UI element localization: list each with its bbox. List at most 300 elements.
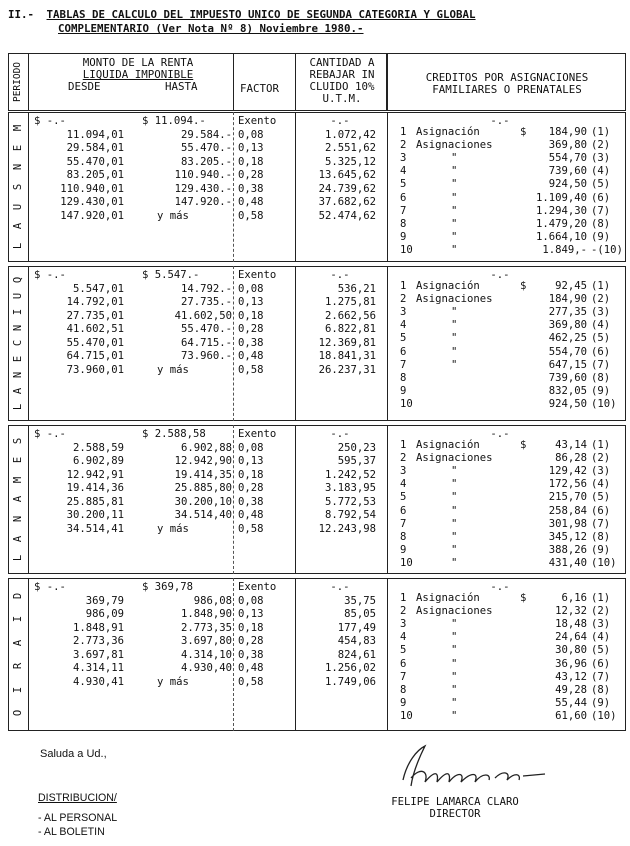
credit-number: 2	[400, 139, 407, 152]
signer-name: FELIPE LAMARCA CLARO	[391, 796, 519, 808]
period-letter: D	[11, 592, 24, 599]
factor-cell: 0,13	[238, 142, 264, 154]
factor-cell: 0,08	[238, 282, 264, 295]
period-label-diario	[11, 584, 25, 725]
hasta-cell: 14.792.-	[180, 282, 232, 295]
period-letter: A	[11, 387, 24, 395]
credit-index: (7)	[591, 670, 611, 683]
credit-index: (5)	[591, 644, 611, 657]
credit-amount: 36,96	[555, 657, 587, 670]
credit-number: 8	[400, 683, 407, 696]
credit-amount: 924,50	[548, 178, 587, 191]
credit-label: Asignaciones	[416, 605, 493, 618]
creditos-header-1: CREDITOS POR ASIGNACIONES	[425, 71, 589, 84]
credit-index: (4)	[591, 478, 611, 491]
credit-amount: 739,60	[548, 371, 587, 384]
credit-amount: 49,28	[555, 683, 587, 696]
credit-index: -(10)	[591, 243, 623, 256]
cantidad-cell: 595,37	[337, 455, 376, 467]
credit-number: 3	[400, 306, 407, 319]
header-divider	[387, 53, 388, 111]
period-letter: U	[11, 203, 24, 210]
desde-cell: 64.715,01	[66, 350, 124, 362]
credit-index: (3)	[591, 152, 611, 165]
cantidad-header-3: CLUIDO 10%	[309, 80, 375, 93]
credit-index: (5)	[591, 178, 611, 191]
period-letter: I	[11, 308, 24, 315]
desde-cell: 110.940,01	[60, 182, 124, 195]
cantidad-cell: -.-	[330, 115, 350, 127]
credit-index: (2)	[591, 452, 611, 465]
period-label-mensual	[11, 118, 25, 256]
desde-cell: 83.205,01	[66, 169, 124, 181]
period-letter: L	[11, 403, 24, 411]
credit-number: 6	[400, 504, 407, 517]
periodo-header	[11, 55, 25, 109]
desde-header: DESDE	[68, 80, 101, 93]
credit-amount: 43,12	[555, 670, 587, 683]
currency-sign: $	[520, 592, 527, 604]
monto-header-2: LIQUIDA IMPONIBLE	[82, 68, 194, 81]
cantidad-cell: 454,83	[337, 635, 376, 647]
credit-label: Asignación	[416, 126, 480, 138]
desde-cell: 2.588,59	[72, 441, 124, 454]
credit-amount: 12,32	[555, 605, 587, 618]
credit-amount: 86,28	[555, 452, 587, 465]
credit-number: 4	[400, 478, 407, 491]
credit-index: (9)	[591, 384, 611, 397]
factor-cell: 0,18	[238, 155, 264, 168]
credit-amount: 345,12	[548, 530, 587, 543]
factor-cell: 0,38	[238, 495, 264, 508]
credit-amount: 43,14	[555, 439, 587, 451]
hasta-cell: 2.773,35	[180, 621, 232, 634]
credit-number: 5	[400, 332, 407, 345]
hasta-cell: 19.414,35	[174, 468, 232, 481]
credit-index: (8)	[591, 530, 611, 543]
credit-index: (4)	[591, 319, 611, 332]
credit-index: (5)	[591, 491, 611, 504]
header-divider	[233, 53, 234, 111]
credit-index: (7)	[591, 517, 611, 530]
roman-numeral: II.-	[8, 8, 35, 21]
desde-cell: 147.920,01	[60, 209, 124, 222]
factor-cell: 0,48	[238, 509, 264, 521]
hasta-cell: 34.514,40	[174, 509, 232, 521]
header-divider	[28, 53, 29, 111]
credit-number: 7	[400, 517, 407, 530]
credit-amount: 55,44	[555, 696, 587, 709]
ditto-mark: "	[451, 230, 458, 243]
cantidad-cell: -.-	[330, 581, 350, 593]
factor-cell: 0,13	[238, 455, 264, 467]
credit-amount: 431,40	[548, 556, 587, 569]
factor-header: FACTOR	[240, 82, 280, 95]
credit-number: 2	[400, 452, 407, 465]
credit-amount: 1.479,20	[535, 217, 587, 230]
credits-header-cell: -.-	[490, 581, 510, 593]
credit-index: (4)	[591, 631, 611, 644]
credit-amount: 1.664,10	[535, 230, 587, 243]
credit-amount: 184,90	[548, 126, 587, 138]
credit-label: Asignación	[416, 280, 480, 292]
ditto-mark: "	[451, 657, 458, 670]
desde-cell: 34.514,41	[66, 522, 124, 535]
credit-amount: 172,56	[548, 478, 587, 491]
cantidad-cell: 3.183,95	[324, 482, 376, 494]
credit-amount: 6,16	[561, 592, 587, 604]
credit-index: (7)	[591, 358, 611, 371]
hasta-cell: $ 5.547.-	[142, 269, 200, 281]
factor-cell: 0,48	[238, 662, 264, 674]
period-letter: L	[11, 554, 24, 562]
credit-index: (1)	[591, 126, 611, 138]
period-letter: A	[11, 496, 24, 503]
distribucion-label: DISTRIBUCION/	[38, 792, 117, 804]
credits-header-cell: -.-	[490, 115, 510, 127]
hasta-cell: 55.470.-	[180, 142, 232, 154]
credit-number: 5	[400, 178, 407, 191]
credit-amount: 369,80	[548, 139, 587, 152]
credit-index: (2)	[591, 139, 611, 152]
factor-cell: Exento	[238, 428, 277, 440]
currency-sign: $	[520, 439, 527, 451]
credit-number: 9	[400, 384, 407, 397]
hasta-cell: 129.430.-	[174, 182, 232, 195]
hasta-cell: 3.697,80	[180, 635, 232, 647]
credit-amount: 462,25	[548, 332, 587, 345]
period-letter: S	[11, 437, 24, 444]
credit-index: (8)	[591, 371, 611, 384]
credit-index: (5)	[591, 332, 611, 345]
desde-cell: $ -.-	[34, 115, 66, 127]
desde-cell: 19.414,36	[66, 482, 124, 494]
ditto-mark: "	[451, 319, 458, 332]
credit-index: (9)	[591, 230, 611, 243]
desde-cell: 25.885,81	[66, 495, 124, 508]
factor-cell: 0,18	[238, 621, 264, 634]
credit-index: (2)	[591, 293, 611, 306]
factor-cell: 0,18	[238, 309, 264, 322]
cantidad-cell: 85,05	[344, 608, 376, 620]
cantidad-cell: 5.772,53	[324, 495, 376, 508]
factor-cell: 0,13	[238, 608, 264, 620]
cantidad-cell: 536,21	[337, 282, 376, 295]
credit-index: (3)	[591, 306, 611, 319]
desde-cell: 12.942,91	[66, 468, 124, 481]
credit-index: (6)	[591, 345, 611, 358]
desde-cell: 55.470,01	[66, 155, 124, 168]
credit-amount: 215,70	[548, 491, 587, 504]
cantidad-cell: 12.369,81	[318, 336, 376, 349]
credit-index: (9)	[591, 543, 611, 556]
ditto-mark: "	[451, 644, 458, 657]
ditto-mark: "	[451, 332, 458, 345]
desde-cell: 1.848,91	[72, 621, 124, 634]
cantidad-cell: 24.739,62	[318, 182, 376, 195]
title-line-1: TABLAS DE CALCULO DEL IMPUESTO UNICO DE SEGUNDA CATEGORIA Y GLOBAL	[46, 8, 476, 21]
period-letter: N	[11, 372, 24, 379]
factor-cell: Exento	[238, 581, 277, 593]
cantidad-header-4: U.T.M.	[322, 92, 362, 105]
hasta-cell: 55.470.-	[180, 323, 232, 335]
period-divider	[28, 425, 29, 574]
credit-index: (7)	[591, 204, 611, 217]
credit-amount: 369,80	[548, 319, 587, 332]
desde-cell: 29.584,01	[66, 142, 124, 154]
cantidad-cell: 13.645,62	[318, 169, 376, 181]
hasta-divider	[233, 112, 234, 262]
hasta-cell: $ 369,78	[142, 581, 194, 593]
cantidad-cell: -.-	[330, 269, 350, 281]
hasta-divider	[233, 425, 234, 574]
period-divider	[28, 112, 29, 262]
cantidad-cell: 12.243,98	[318, 522, 376, 535]
ditto-mark: "	[451, 696, 458, 709]
credit-amount: 554,70	[548, 152, 587, 165]
hasta-cell: 4.930,40	[180, 662, 232, 674]
hasta-cell: 64.715.-	[180, 336, 232, 349]
credit-number: 2	[400, 293, 407, 306]
factor-cell: 0,08	[238, 128, 264, 141]
credit-index: (1)	[591, 439, 611, 451]
cantidad-cell: 824,61	[337, 648, 376, 661]
hasta-cell: 83.205.-	[180, 155, 232, 168]
credit-index: (6)	[591, 191, 611, 204]
cantidad-cell: 1.749,06	[324, 675, 376, 688]
desde-cell: 41.602,51	[66, 323, 124, 335]
desde-cell: 5.547,01	[72, 282, 124, 295]
cantidad-cell: 177,49	[337, 621, 376, 634]
cantidad-cell: 1.256,02	[324, 662, 376, 674]
hasta-cell: 25.885,80	[174, 482, 232, 494]
credit-index: (2)	[591, 605, 611, 618]
ditto-mark: "	[451, 618, 458, 631]
credit-number: 2	[400, 605, 407, 618]
factor-cell: 0,58	[238, 209, 264, 222]
factor-cell: 0,48	[238, 350, 264, 362]
hasta-divider	[233, 578, 234, 731]
factor-cell: 0,48	[238, 196, 264, 208]
factor-cell: Exento	[238, 115, 277, 127]
credit-amount: 924,50	[548, 397, 587, 410]
credits-header-cell: -.-	[490, 269, 510, 281]
factor-cell: 0,28	[238, 323, 264, 335]
desde-cell: 27.735,01	[66, 309, 124, 322]
ditto-mark: "	[451, 683, 458, 696]
factor-cell: 0,58	[238, 675, 264, 688]
credit-amount: 24,64	[555, 631, 587, 644]
credit-label: Asignación	[416, 439, 480, 451]
period-divider	[28, 578, 29, 731]
credit-number: 3	[400, 465, 407, 478]
period-letter: L	[11, 242, 24, 250]
distribution-item: - AL PERSONAL	[38, 812, 118, 824]
credit-number: 7	[400, 204, 407, 217]
cantidad-cell: 8.792,54	[324, 509, 376, 521]
hasta-cell: 73.960.-	[180, 350, 232, 362]
ditto-mark: "	[451, 243, 458, 256]
credit-number: 7	[400, 670, 407, 683]
hasta-cell: 110.940.-	[174, 169, 232, 181]
hasta-cell: $ 2.588,58	[142, 428, 206, 440]
period-letter: C	[11, 340, 24, 347]
ditto-mark: "	[451, 517, 458, 530]
credit-number: 8	[400, 530, 407, 543]
period-letter: N	[11, 164, 24, 171]
cantidad-cell: 1.275,81	[324, 296, 376, 308]
hasta-cell: y más	[157, 209, 189, 222]
credit-label: Asignaciones	[416, 452, 493, 465]
credit-amount: 554,70	[548, 345, 587, 358]
desde-cell: $ -.-	[34, 269, 66, 281]
credit-number: 10	[400, 243, 413, 256]
credit-number: 4	[400, 319, 407, 332]
signer-title: DIRECTOR	[429, 808, 481, 820]
creditos-header-2: FAMILIARES O PRENATALES	[432, 83, 582, 96]
credit-amount: 92,45	[555, 280, 587, 292]
factor-cell: 0,58	[238, 522, 264, 535]
period-letter: R	[11, 663, 24, 670]
credits-divider	[387, 112, 388, 262]
ditto-mark: "	[451, 217, 458, 230]
credit-index: (3)	[591, 465, 611, 478]
ditto-mark: "	[451, 345, 458, 358]
ditto-mark: "	[451, 204, 458, 217]
credit-label: Asignación	[416, 592, 480, 604]
credit-index: (6)	[591, 657, 611, 670]
credit-amount: 832,05	[548, 384, 587, 397]
cantidad-header-1: CANTIDAD A	[309, 56, 375, 69]
period-letter: M	[11, 476, 24, 484]
ditto-mark: "	[451, 478, 458, 491]
credits-divider	[387, 266, 388, 421]
ditto-mark: "	[451, 358, 458, 371]
credit-amount: 301,98	[548, 517, 587, 530]
signature	[395, 742, 555, 792]
hasta-cell: 29.584.-	[180, 128, 232, 141]
ditto-mark: "	[451, 191, 458, 204]
cantidad-cell: 37.682,62	[318, 196, 376, 208]
period-letter: Q	[11, 276, 24, 284]
period-letter: A	[11, 223, 24, 230]
credit-amount: 388,26	[548, 543, 587, 556]
credit-number: 1	[400, 439, 407, 451]
desde-cell: 369,79	[85, 594, 124, 607]
credit-number: 9	[400, 696, 407, 709]
cantidad-cell: 1.072,42	[324, 128, 376, 141]
ditto-mark: "	[451, 543, 458, 556]
period-letter: U	[11, 292, 24, 299]
desde-cell: 4.930,41	[72, 675, 124, 688]
period-letter: I	[11, 686, 24, 693]
credit-amount: 647,15	[548, 358, 587, 371]
desde-cell: 6.902,89	[72, 455, 124, 467]
hasta-cell: 6.902,88	[180, 441, 232, 454]
desde-cell: 55.470,01	[66, 336, 124, 349]
period-label-quincenal	[11, 272, 25, 415]
credits-header-cell: -.-	[490, 428, 510, 440]
desde-cell: 14.792,01	[66, 296, 124, 308]
cantidad-cell: 1.242,52	[324, 468, 376, 481]
credit-number: 8	[400, 371, 407, 384]
credit-amount: 184,90	[548, 293, 587, 306]
cantidad-cell: 2.662,56	[324, 309, 376, 322]
cantidad-cell: 26.237,31	[318, 363, 376, 376]
desde-cell: 2.773,36	[72, 635, 124, 647]
cantidad-cell: 6.822,81	[324, 323, 376, 335]
credit-index: (1)	[591, 592, 611, 604]
hasta-cell: y más	[157, 363, 189, 376]
hasta-cell: y más	[157, 675, 189, 688]
credits-divider	[387, 578, 388, 731]
hasta-cell: y más	[157, 522, 189, 535]
factor-cell: 0,13	[238, 296, 264, 308]
ditto-mark: "	[451, 504, 458, 517]
period-letter: A	[11, 639, 24, 646]
credit-number: 1	[400, 280, 407, 292]
hasta-cell: $ 11.094.-	[142, 115, 206, 127]
ditto-mark: "	[451, 152, 458, 165]
credit-index: (10)	[591, 556, 617, 569]
currency-sign: $	[520, 126, 527, 138]
hasta-cell: 147.920.-	[174, 196, 232, 208]
period-letter: A	[11, 535, 24, 542]
credit-index: (3)	[591, 618, 611, 631]
ditto-mark: "	[451, 178, 458, 191]
desde-cell: $ -.-	[34, 581, 66, 593]
credit-amount: 258,84	[548, 504, 587, 517]
credit-number: 3	[400, 152, 407, 165]
credit-amount: 129,42	[548, 465, 587, 478]
hasta-cell: 12.942,90	[174, 455, 232, 467]
hasta-cell: 30.200,10	[174, 495, 232, 508]
credit-number: 9	[400, 543, 407, 556]
period-letter: E	[11, 457, 24, 464]
credit-index: (9)	[591, 696, 611, 709]
cantidad-cell: -.-	[330, 428, 350, 440]
credit-index: (10)	[591, 709, 617, 722]
credit-number: 4	[400, 631, 407, 644]
ditto-mark: "	[451, 530, 458, 543]
credit-label: Asignaciones	[416, 293, 493, 306]
factor-cell: 0,28	[238, 482, 264, 494]
ditto-mark: "	[451, 556, 458, 569]
periodo-label: PERIODO	[12, 61, 24, 103]
currency-sign: $	[520, 280, 527, 292]
factor-cell: 0,38	[238, 336, 264, 349]
credit-amount: 18,48	[555, 618, 587, 631]
factor-cell: 0,28	[238, 169, 264, 181]
period-letter: O	[11, 710, 24, 717]
factor-cell: 0,08	[238, 594, 264, 607]
credit-number: 7	[400, 358, 407, 371]
desde-cell: $ -.-	[34, 428, 66, 440]
cantidad-header-2: REBAJAR IN	[309, 68, 375, 81]
ditto-mark: "	[451, 631, 458, 644]
credit-amount: 739,60	[548, 165, 587, 178]
credit-number: 4	[400, 165, 407, 178]
hasta-cell: 1.848,90	[180, 608, 232, 620]
cantidad-cell: 5.325,12	[324, 155, 376, 168]
credit-amount: 1.849,-	[542, 243, 587, 256]
credit-number: 6	[400, 657, 407, 670]
period-letter: I	[11, 616, 24, 623]
credit-amount: 277,35	[548, 306, 587, 319]
desde-cell: 4.314,11	[72, 662, 124, 674]
desde-cell: 3.697,81	[72, 648, 124, 661]
credit-number: 10	[400, 397, 413, 410]
